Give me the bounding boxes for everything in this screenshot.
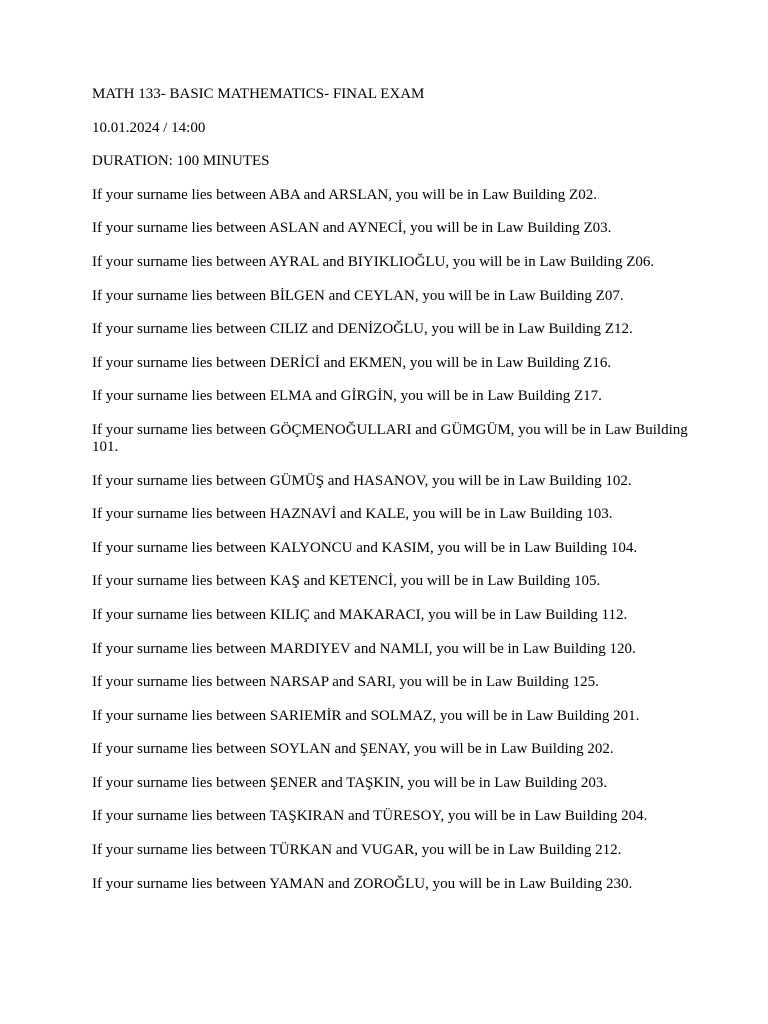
- room-assignment-line: If your surname lies between ASLAN and AYNECİ, you will be in Law Building Z03.: [92, 220, 612, 237]
- room-assignment-line: If your surname lies between TÜRKAN and VUGAR, you will be in Law Building 212.: [92, 842, 622, 859]
- room-assignment-line: If your surname lies between GÖÇMENOĞULLARI and GÜMGÜM, you will be in Law Building 101.: [92, 421, 688, 455]
- room-assignment-line: If your surname lies between AYRAL and BIYIKLIOĞLU, you will be in Law Building Z06.: [92, 253, 655, 270]
- room-assignment-line: If your surname lies between ABA and ARSLAN, you will be in Law Building Z02.: [92, 186, 597, 203]
- room-assignment-line: If your surname lies between SOYLAN and ŞENAY, you will be in Law Building 202.: [92, 741, 614, 758]
- room-assignment-line: If your surname lies between KALYONCU and KASIM, you will be in Law Building 104.: [92, 539, 638, 556]
- room-assignment-line: If your surname lies between YAMAN and ZOROĞLU, you will be in Law Building 230.: [92, 875, 633, 892]
- room-assignment-line: If your surname lies between SARIEMİR and SOLMAZ, you will be in Law Building 201.: [92, 707, 640, 724]
- room-assignment-line: If your surname lies between BİLGEN and CEYLAN, you will be in Law Building Z07.: [92, 287, 624, 304]
- room-assignment-line: If your surname lies between GÜMÜŞ and HASANOV, you will be in Law Building 102.: [92, 472, 632, 489]
- room-assignment-line: If your surname lies between DERİCİ and EKMEN, you will be in Law Building Z16.: [92, 354, 612, 371]
- document-body: [92, 86, 692, 909]
- exam-datetime: 10.01.2024 / 14:00: [92, 119, 206, 136]
- room-assignment-line: If your surname lies between CILIZ and DENİZOĞLU, you will be in Law Building Z12.: [92, 321, 633, 338]
- room-assignment-line: If your surname lies between KAŞ and KETENCİ, you will be in Law Building 105.: [92, 573, 601, 590]
- room-assignment-line: If your surname lies between KILIÇ and MAKARACI, you will be in Law Building 112.: [92, 606, 628, 623]
- room-assignment-line: If your surname lies between ŞENER and TAŞKIN, you will be in Law Building 203.: [92, 774, 608, 791]
- room-assignment-line: If your surname lies between MARDIYEV and NAMLI, you will be in Law Building 120.: [92, 640, 636, 657]
- room-assignment-line: If your surname lies between TAŞKIRAN and TÜRESOY, you will be in Law Building 204.: [92, 808, 648, 825]
- exam-duration: DURATION: 100 MINUTES: [92, 153, 270, 170]
- room-assignment-line: If your surname lies between ELMA and GİRGİN, you will be in Law Building Z17.: [92, 388, 602, 405]
- room-assignment-line: If your surname lies between NARSAP and SARI, you will be in Law Building 125.: [92, 674, 599, 691]
- exam-title: MATH 133- BASIC MATHEMATICS- FINAL EXAM: [92, 86, 425, 102]
- room-assignment-line: If your surname lies between HAZNAVİ and KALE, you will be in Law Building 103.: [92, 506, 613, 523]
